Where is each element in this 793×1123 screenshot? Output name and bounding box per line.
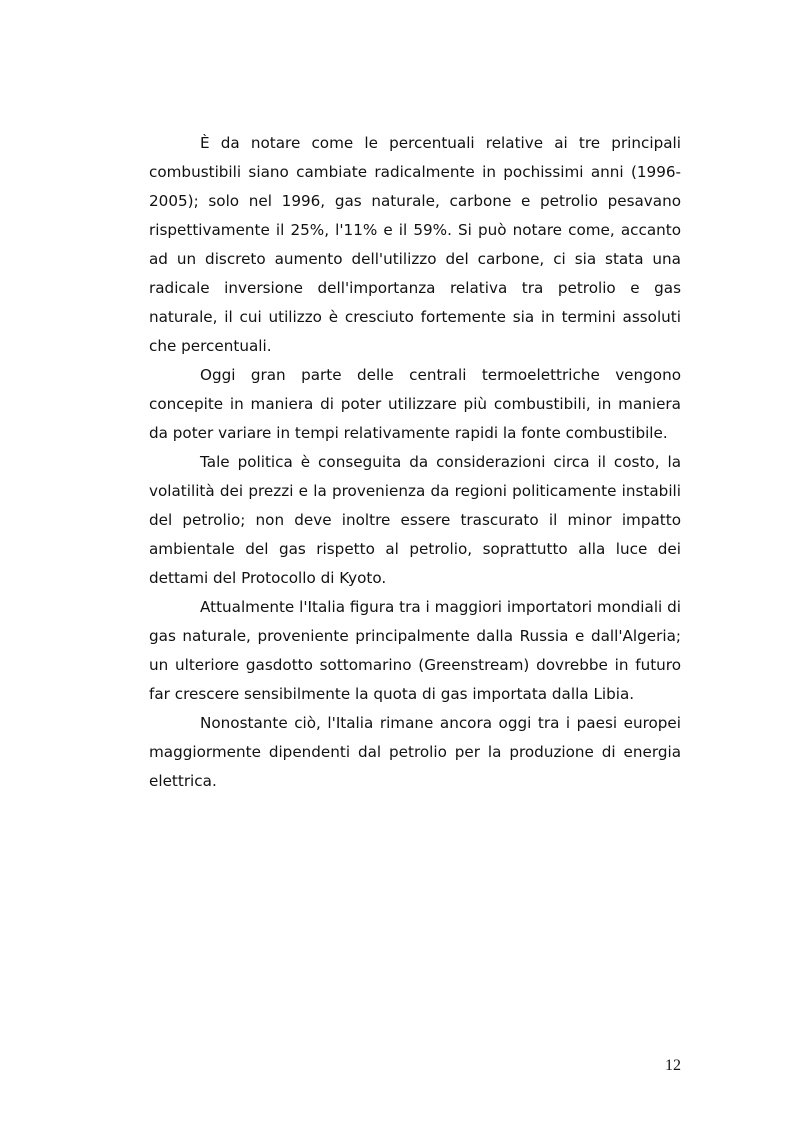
paragraph-oil-dependence: Nonostante ciò, l'Italia rimane ancora oggi tra i paesi europei maggiormente dipendenti dal petrolio per la produzione di energia elettrica.	[149, 714, 681, 790]
paragraph-fuel-percentages: È da notare come le percentuali relative ai tre principali combustibili siano cambiate radicalmente in pochissimi anni (1996-2005); solo nel 1996, gas naturale, carbone e petrolio pesavano rispettivamente il 25%, l'11% e il 59%. Si può notare come, accanto ad un discreto aumento dell'utilizzo del carbone, ci sia stata una radicale inversione dell'importanza relativa tra petrolio e gas naturale, il cui utilizzo è cresciuto fortemente sia in termini assoluti che percentuali.	[149, 134, 681, 355]
paragraph-gas-imports: Attualmente l'Italia figura tra i maggiori importatori mondiali di gas naturale, proveniente principalmente dalla Russia e dall'Algeria; un ulteriore gasdotto sottomarino (Greenstream) dovrebbe in futuro far crescere sensibilmente la quota di gas importata dalla Libia.	[149, 598, 681, 703]
paragraph-power-plants: Oggi gran parte delle centrali termoelettriche vengono concepite in maniera di poter utilizzare più combustibili, in maniera da poter variare in tempi relativamente rapidi la fonte combustibile.	[149, 366, 681, 442]
page-number: 12	[665, 1057, 681, 1074]
body-text	[149, 129, 681, 796]
paragraph-policy: Tale politica è conseguita da considerazioni circa il costo, la volatilità dei prezzi e la provenienza da regioni politicamente instabili del petrolio; non deve inoltre essere trascurato il minor impatto ambientale del gas rispetto al petrolio, soprattutto alla luce dei dettami del Protocollo di Kyoto.	[149, 453, 681, 587]
